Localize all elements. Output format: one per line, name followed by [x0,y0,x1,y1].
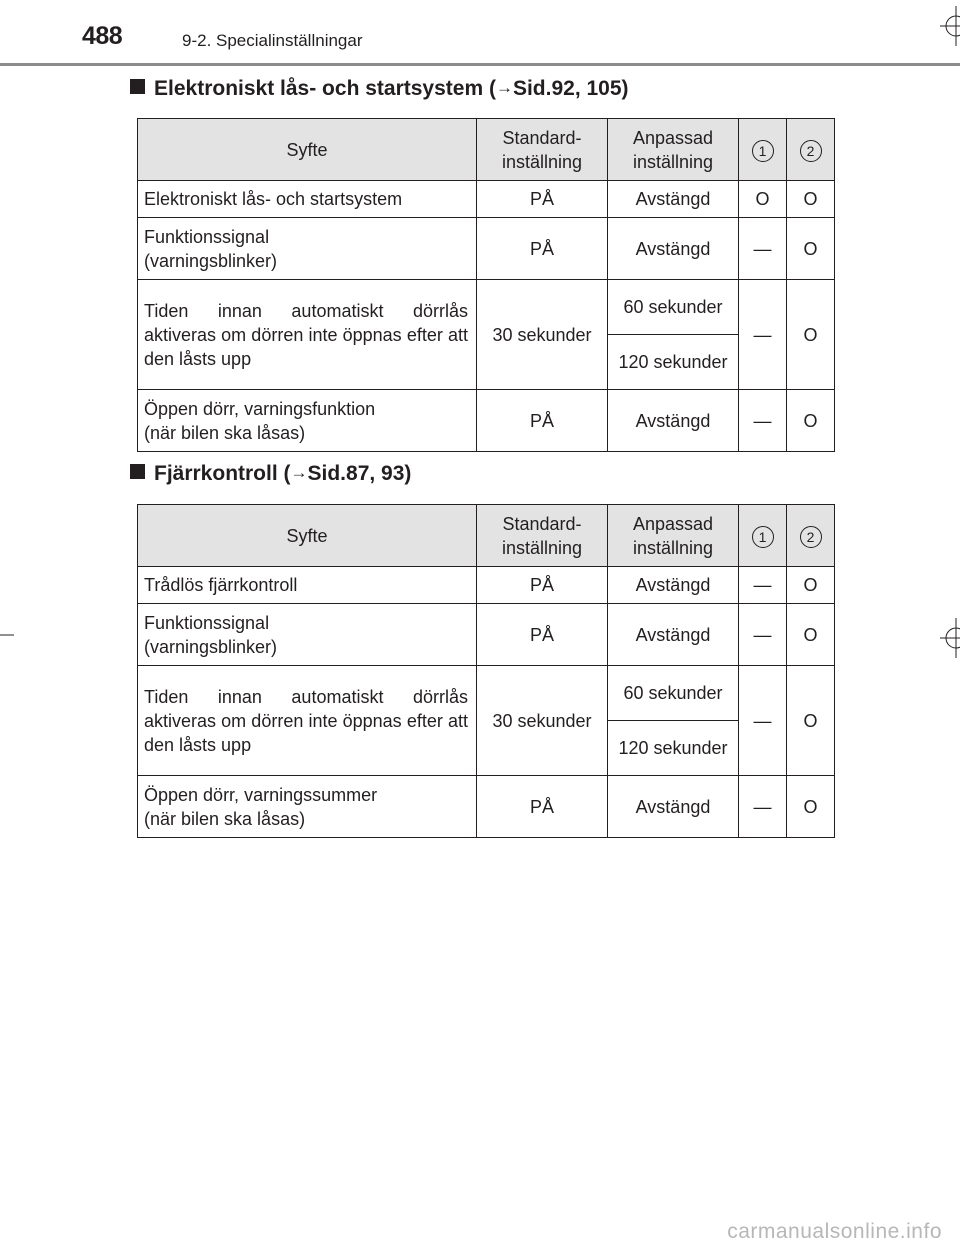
header-custom-line1: Anpassad [632,513,714,534]
table-header-row [138,119,835,181]
heading-reference: Sid.87, 93) [307,462,412,485]
cell-col2: O [787,666,835,776]
purpose-line2: (när bilen ska låsas) [144,422,306,443]
header-col1 [739,119,787,181]
cell-default: PÅ [477,390,608,452]
table-row [138,218,835,280]
cell-purpose [138,604,477,666]
cell-col2: O [787,776,835,838]
page-number: 488 [82,22,123,50]
cell-col1: — [739,280,787,390]
header-purpose: Syfte [138,119,477,181]
header-custom-line2: inställning [632,537,714,558]
header-col2 [787,119,835,181]
header-custom-line2: inställning [632,151,714,172]
header-default-line1: Standard- [502,513,582,534]
cell-col1: O [739,181,787,218]
purpose-line2: (när bilen ska låsas) [144,808,306,829]
header-purpose: Syfte [138,505,477,567]
cell-custom-option: 60 sekunder [608,666,739,721]
crop-mark-icon [936,618,960,658]
purpose-line1: Funktionssignal [144,612,270,633]
header-col2 [787,505,835,567]
cell-custom-option: 60 sekunder [608,280,739,335]
purpose-line1: Öppen dörr, varningssummer [144,784,378,805]
cell-default: PÅ [477,181,608,218]
settings-table [137,504,835,838]
header-default-line2: inställning [501,537,583,558]
cell-purpose: Elektroniskt lås- och startsystem [138,181,477,218]
cell-col1: — [739,666,787,776]
header-default-line2: inställning [501,151,583,172]
settings-table [137,118,835,452]
square-bullet-icon [130,464,145,479]
header-default [477,119,608,181]
table-header-row [138,505,835,567]
crop-mark-icon [0,620,20,650]
cell-purpose: Tiden innan automatiskt dörrlås aktiveras om dörren inte öppnas efter att den låsts upp [138,666,477,776]
circled-number-icon: 2 [800,526,822,548]
circled-number-icon: 2 [800,140,822,162]
header-rule [0,63,960,66]
cell-custom: Avstängd [608,390,739,452]
table-row [138,280,835,335]
table-row [138,776,835,838]
heading-title: Fjärrkontroll ( [154,462,291,485]
cell-col2: O [787,390,835,452]
cell-col1: — [739,567,787,604]
cell-purpose: Trådlös fjärrkontroll [138,567,477,604]
table-row [138,390,835,452]
purpose-line2: (varningsblinker) [144,636,278,657]
square-bullet-icon [130,79,145,94]
right-arrow-icon: → [290,463,308,482]
table-row [138,604,835,666]
purpose-line1: Öppen dörr, varningsfunktion [144,398,376,419]
cell-col1: — [739,390,787,452]
heading-title: Elektroniskt lås- och startsystem ( [154,77,496,100]
cell-custom: Avstängd [608,776,739,838]
cell-default: PÅ [477,567,608,604]
table-row [138,666,835,721]
section-heading [130,77,629,101]
section-header: 9-2. Specialinställningar [182,31,363,50]
header-custom [608,505,739,567]
right-arrow-icon: → [495,78,513,97]
cell-col2: O [787,181,835,218]
cell-purpose [138,218,477,280]
cell-custom-option: 120 sekunder [608,335,739,390]
header-custom-line1: Anpassad [632,127,714,148]
cell-col1: — [739,604,787,666]
cell-col1: — [739,776,787,838]
cell-custom: Avstängd [608,218,739,280]
cell-default: PÅ [477,776,608,838]
cell-col2: O [787,567,835,604]
table-row [138,567,835,604]
cell-purpose: Tiden innan automatiskt dörrlås aktiveras om dörren inte öppnas efter att den låsts upp [138,280,477,390]
cell-default: 30 sekunder [477,280,608,390]
cell-purpose [138,390,477,452]
purpose-line2: (varningsblinker) [144,250,278,271]
cell-col2: O [787,218,835,280]
watermark: carmanualsonline.info [727,1220,942,1243]
cell-col1: — [739,218,787,280]
header-col1 [739,505,787,567]
circled-number-icon: 1 [752,526,774,548]
circled-number-icon: 1 [752,140,774,162]
header-default-line1: Standard- [502,127,582,148]
cell-default: 30 sekunder [477,666,608,776]
table-row [138,181,835,218]
crop-mark-icon [936,6,960,46]
header-custom [608,119,739,181]
purpose-line1: Funktionssignal [144,226,270,247]
cell-default: PÅ [477,604,608,666]
section-heading [130,462,411,486]
cell-purpose [138,776,477,838]
cell-default: PÅ [477,218,608,280]
cell-custom-option: 120 sekunder [608,721,739,776]
cell-custom: Avstängd [608,181,739,218]
cell-custom: Avstängd [608,567,739,604]
cell-col2: O [787,280,835,390]
cell-col2: O [787,604,835,666]
cell-custom: Avstängd [608,604,739,666]
heading-reference: Sid.92, 105) [512,77,629,100]
header-default [477,505,608,567]
